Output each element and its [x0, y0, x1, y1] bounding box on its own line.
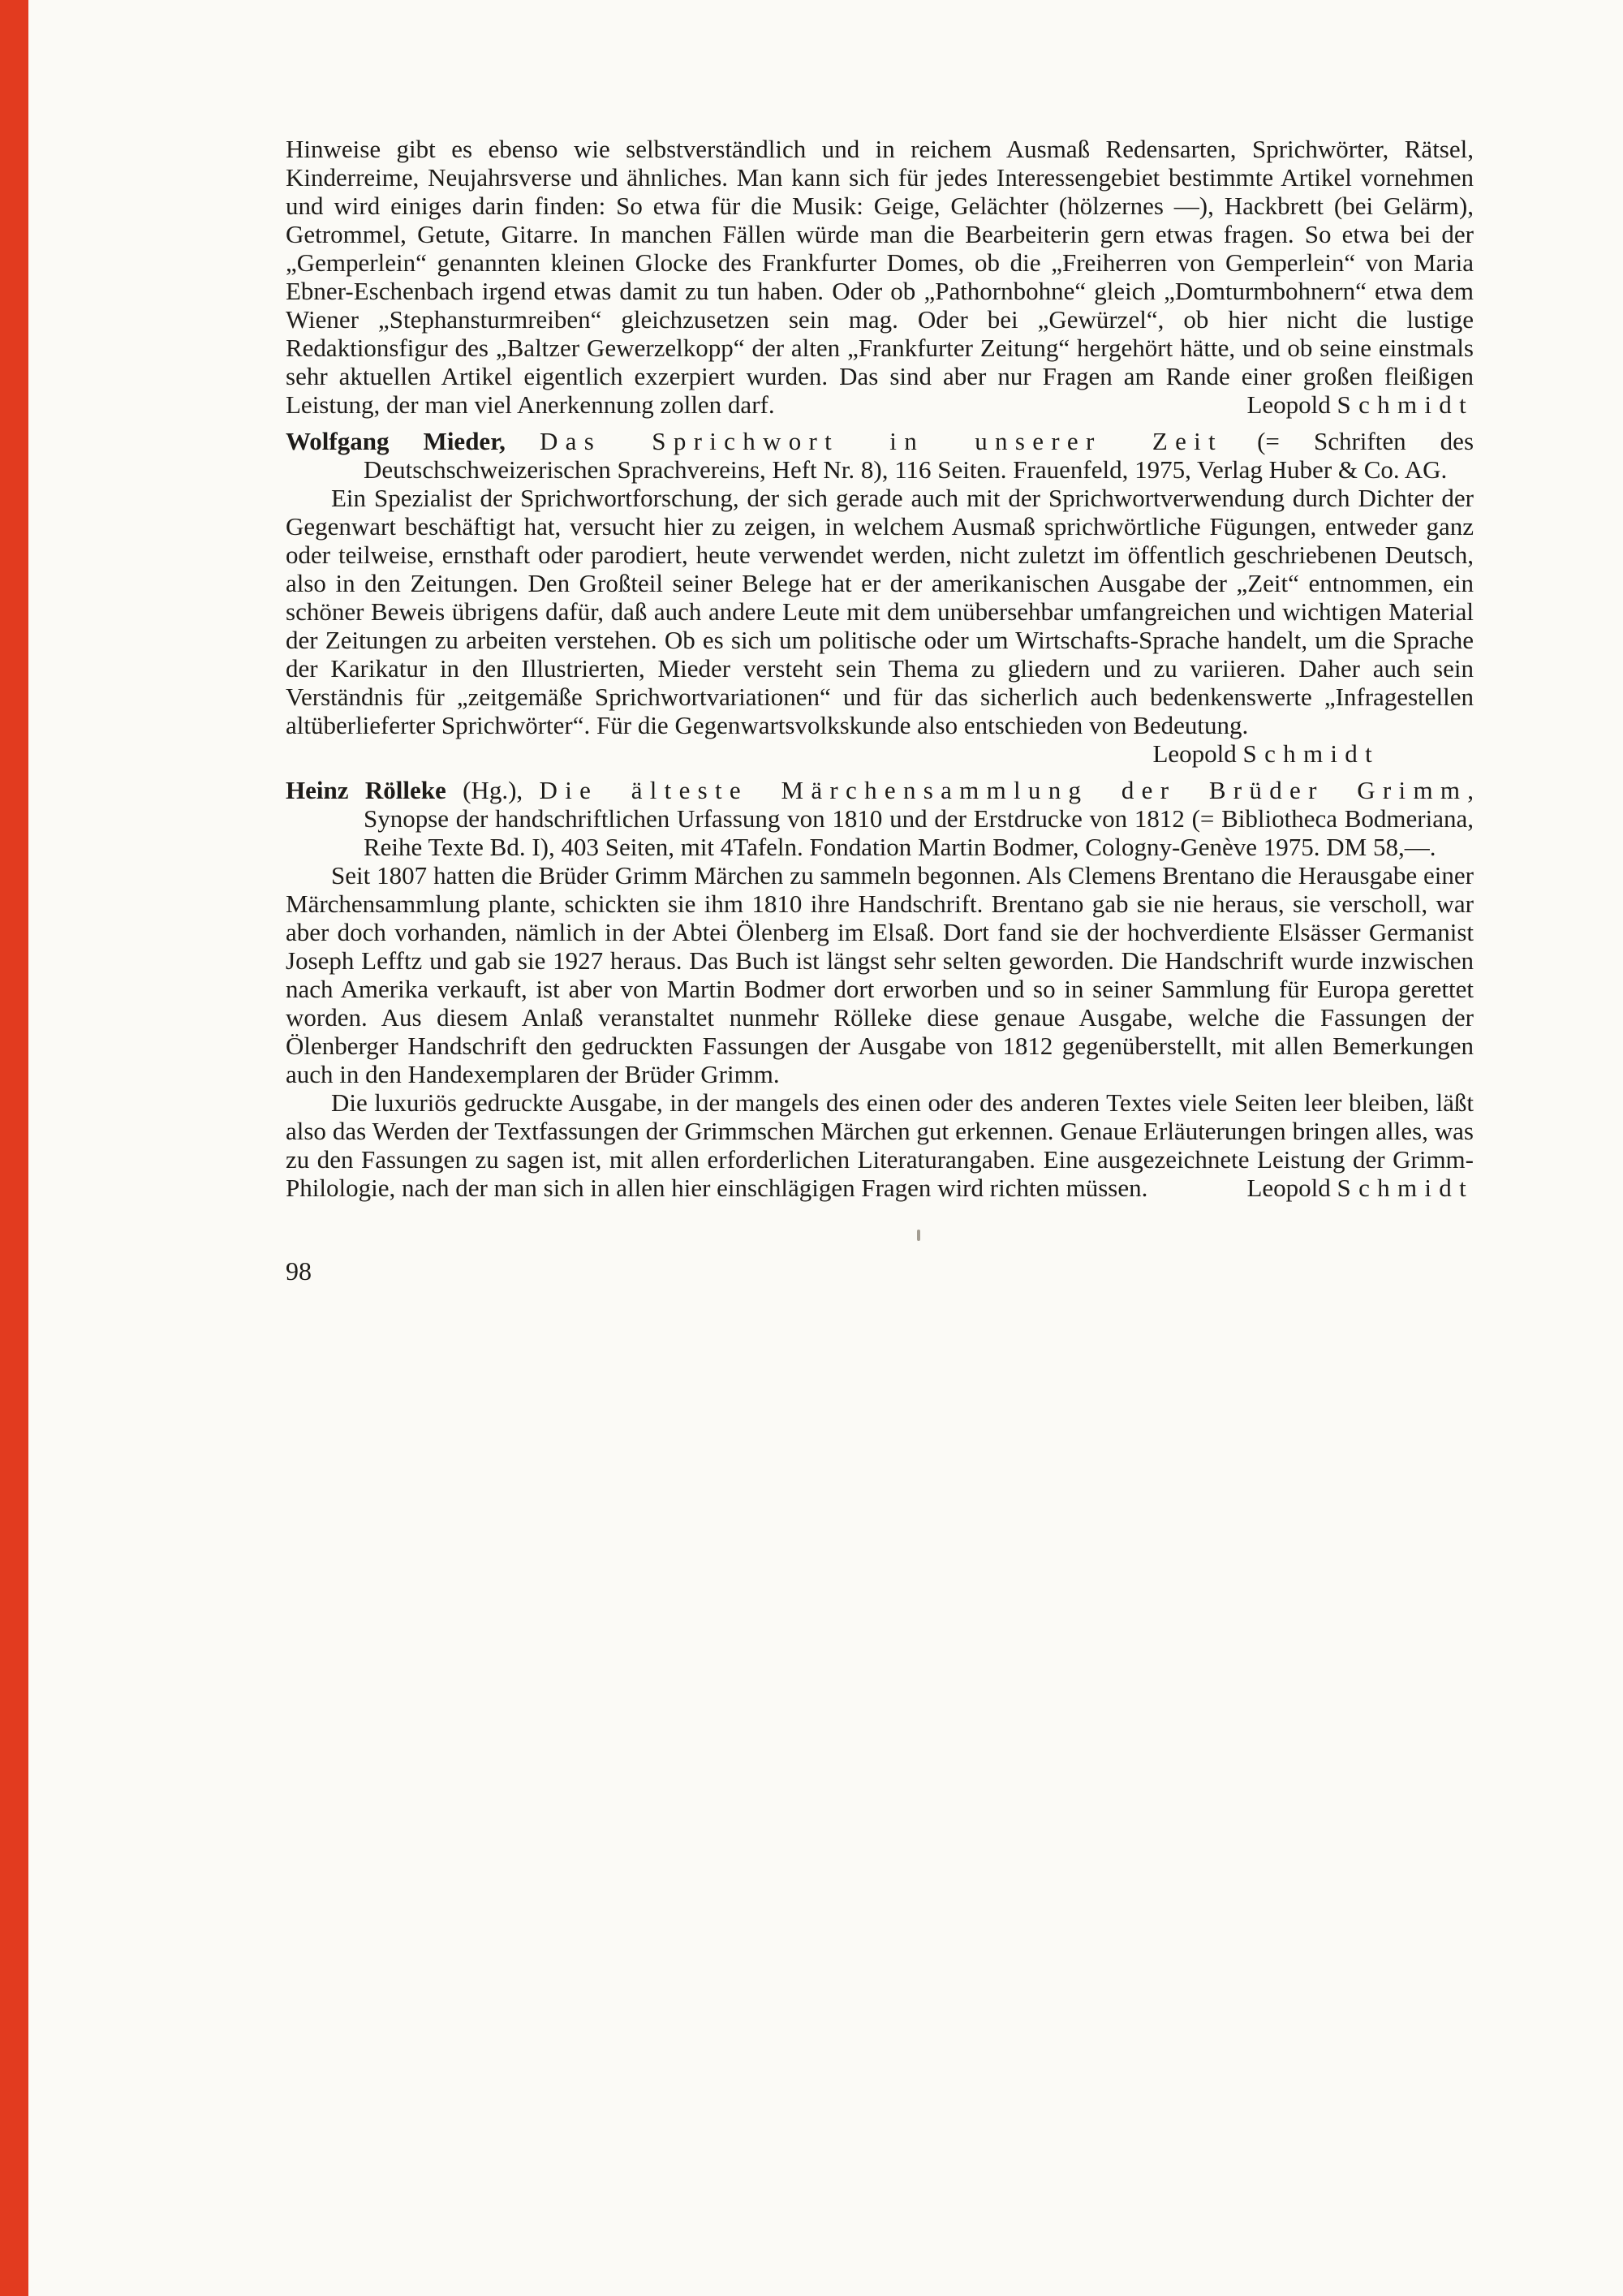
review-body-roelleke-1: Seit 1807 hatten die Brüder Grimm Märchen zu sammeln begonnen. Als Clemens Brentano die Herausgabe einer Märchensammlung plante, schickten sie ihm 1810 ihre Handschrift. Brentano gab sie nie heraus, sie verscholl, war aber doch vorhanden, nämlich in der Abtei Ölenberg im Elsaß. Dort fand sie der hochverdiente Elsässer Germanist Joseph Lefftz und gab sie 1927 heraus. Das Buch ist längst sehr selten geworden. Die Handschrift wurde inzwischen nach Amerika verkauft, ist aber von Martin Bodmer dort erworben und so in seiner Sammlung für Europa gerettet worden. Aus diesem Anlaß veranstaltet nunmehr Rölleke diese genaue Ausgabe, welche die Fassungen der Ölenberger Handschrift den gedruckten Fassungen der Ausgabe von 1812 gegenüberstellt, mit allen Bemerkungen auch in den Handexemplaren der Brüder Grimm. — [286, 861, 1474, 1088]
signature-first-name: Leopold — [1246, 1174, 1331, 1202]
scan-artifact — [917, 1230, 920, 1241]
review-body-mieder: Ein Spezialist der Sprichwortforschung, der sich gerade auch mit der Sprichwortverwendung durch Dichter der Gegenwart beschäftigt hat, versucht hier zu zeigen, in welchem Ausmaß sprichwörtliche Fügungen, entweder ganz oder teilweise, ernsthaft oder parodiert, heute verwendet werden, nicht zuletzt im öffentlich geschriebenen Deutsch, also in den Zeitungen. Den Großteil seiner Belege hat er der amerikanischen Ausgabe der „Zeit“ entnommen, ein schöner Beweis übrigens dafür, daß auch andere Leute mit dem unübersehbar umfangreichen und wichtigen Material der Zeitungen zu arbeiten verstehen. Ob es sich um politische oder um Wirtschafts-Sprache handelt, um die Sprache der Karikatur in den Illustrierten, Mieder versteht sein Thema zu gliedern und zu variieren. Daher auch sein Verständnis für „zeitgemäße Sprichwortvariationen“ und für das sicherlich auch bedenkenswerte „Infragestellen altüberlieferter Sprichwörter“. Für die Gegenwartsvolkskunde also entschieden von Bedeutung. — [286, 484, 1474, 739]
bibliographic-heading-roelleke — [286, 776, 1474, 861]
editor-name: Heinz Rölleke — [286, 776, 446, 804]
work-title: Das Sprichwort in unserer Zeit — [539, 427, 1223, 455]
bibliographic-details: , Synopse der handschriftlichen Urfassung von 1810 und der Erstdrucke von 1812 (= Bibliotheca Bodmeriana, Reihe Texte Bd. I), 403 Seiten, mit 4Tafeln. Fondation Martin Bodmer, Cologny-Genève 1975. DM 58,—. — [364, 776, 1474, 861]
signature-last-name: Schmidt — [1337, 1174, 1474, 1202]
author-name: Wolfgang Mieder, — [286, 427, 506, 455]
scan-edge-stripe — [0, 0, 28, 2296]
bibliographic-heading-mieder — [286, 427, 1474, 484]
paragraph-text: Hinweise gibt es ebenso wie selbstverständlich und in reichem Ausmaß Redensarten, Sprichwörter, Rätsel, Kinderreime, Neujahrsverse und ähnliches. Man kann sich für jedes Interessengebiet bestimmte Artikel vornehmen und wird einiges darin finden: So etwa für die Musik: Geige, Gelächter (hölzernes —), Hackbrett (bei Gelärm), Getrommel, Getute, Gitarre. In manchen Fällen würde man die Bearbeiterin gern etwas fragen. So etwa bei der „Gemperlein“ genannten kleinen Glocke des Frankfurter Domes, ob die „Freiherren von Gemperlein“ von Maria Ebner-Eschenbach irgend etwas damit zu tun haben. Oder ob „Pathornbohne“ gleich „Domturmbohnern“ etwa dem Wiener „Stephansturmreiben“ gleichzusetzen sein mag. Oder bei „Gewürzel“, ob hier nicht die lustige Redaktionsfigur des „Baltzer Gewerzelkopp“ der alten „Frankfurter Zeitung“ hergehört hätte, und ob seine einstmals sehr aktuellen Artikel eigentlich exzerpiert wurden. Das sind aber nur Fragen am Rande einer großen fleißigen Leistung, der man viel Anerkennung zollen darf. — [286, 135, 1474, 419]
editor-suffix: (Hg.), — [463, 776, 523, 804]
signature-last-name: Schmidt — [1337, 390, 1474, 419]
reviewer-signature — [1201, 1174, 1474, 1202]
signature-first-name: Leopold — [1246, 390, 1331, 419]
signature-first-name: Leopold — [1152, 739, 1237, 768]
page-number: 98 — [286, 1256, 312, 1286]
reviewer-signature-line — [286, 739, 1474, 768]
work-title: Die älteste Märchensammlung der Brüder Grimm — [539, 776, 1468, 804]
page-footer — [286, 1257, 1474, 1286]
paragraph-text: Die luxuriös gedruckte Ausgabe, in der mangels des einen oder des anderen Textes viele Seiten leer bleiben, läßt also das Werden der Textfassungen der Grimmschen Märchen gut erkennen. Genaue Erläuterungen bringen alles, was zu den Fassungen zu sagen ist, mit allen erforderlichen Literaturangaben. Eine ausgezeichnete Leistung der Grimm-Philologie, nach der man sich in allen hier einschlägigen Fragen wird richten müssen. — [286, 1088, 1474, 1202]
signature-last-name: Schmidt — [1242, 739, 1380, 768]
text-column — [286, 135, 1474, 1286]
bibliographic-details: (= Schriften des Deutschschweizerischen Sprachvereins, Heft Nr. 8), 116 Seiten. Frauenfeld, 1975, Verlag Huber & Co. AG. — [364, 427, 1474, 484]
review-body-roelleke-2 — [286, 1088, 1474, 1202]
reviewer-signature — [1246, 390, 1474, 419]
review-continuation-paragraph — [286, 135, 1474, 419]
